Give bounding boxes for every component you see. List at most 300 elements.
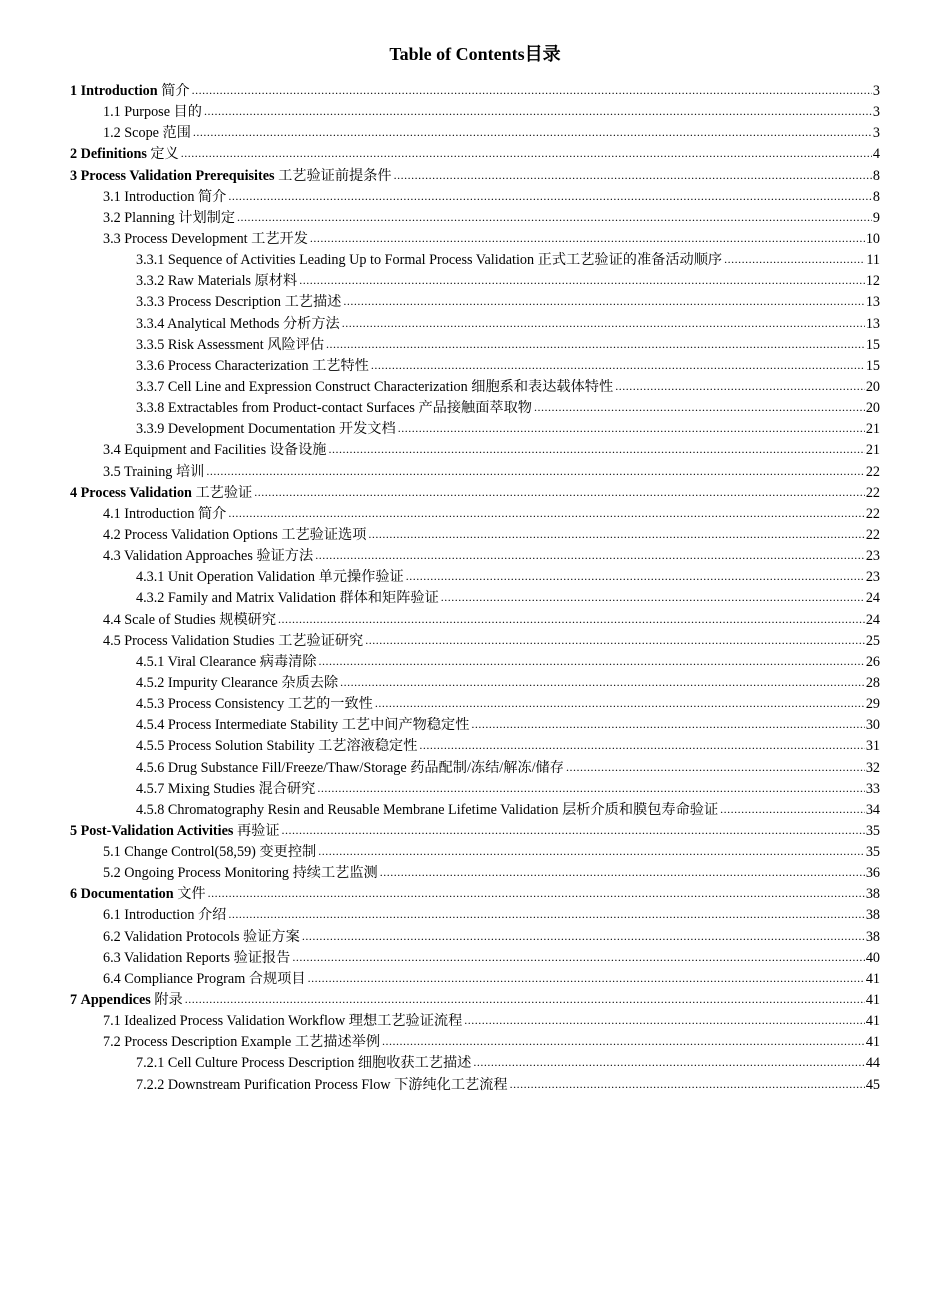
dot-leader [406,566,865,587]
toc-entry-label [103,208,235,229]
toc-entry[interactable] [70,927,880,948]
page-number: 41 [865,992,880,1009]
page-number: 40 [865,949,880,966]
toc-entry[interactable] [70,546,880,567]
dot-leader [278,609,865,630]
section-title-en: Validation Approaches [124,548,253,565]
dot-leader [308,968,865,989]
section-number: 6.4 [103,970,121,987]
toc-entry[interactable] [70,166,880,187]
section-title-zh: 设备设施 [269,442,327,459]
toc-entry[interactable] [70,102,880,123]
page-number: 15 [865,357,880,374]
page-number: 10 [865,230,880,247]
toc-entry-label [136,250,722,271]
section-number: 3.1 [103,188,121,205]
toc-entry-label [136,736,417,757]
page-number: 38 [865,886,880,903]
toc-entry-label [103,440,326,461]
section-number: 1 [70,83,78,99]
section-number: 4.5.3 [136,696,165,713]
toc-entry-label [136,1053,471,1074]
dot-leader [310,228,865,249]
toc-entry[interactable] [70,631,880,652]
section-title-zh: 风险评估 [267,336,325,353]
toc-entry[interactable] [70,990,880,1011]
section-title-zh: 单元操作验证 [318,569,404,586]
section-number: 7.2.2 [136,1076,165,1093]
page-number: 23 [865,548,880,565]
toc-entry-label [103,969,306,990]
section-title-zh: 病毒清除 [259,653,317,670]
section-title-en: Documentation [80,886,174,903]
dot-leader [302,926,865,947]
toc-entry-label [136,419,396,440]
dot-leader [368,524,864,545]
dot-leader [237,207,872,228]
dot-leader [464,1010,865,1031]
toc-entry-label [103,187,226,208]
dot-leader [510,1074,865,1095]
dot-leader [228,904,864,925]
toc-entry[interactable] [70,483,880,504]
section-number: 3.3.6 [136,357,165,374]
section-number: 3 [70,167,78,184]
section-title-zh: 工艺中间产物稳定性 [341,717,470,734]
page-title: Table of Contents目录 [389,44,561,64]
dot-leader [315,545,865,566]
toc-entry-label [136,779,315,800]
dot-leader [228,186,872,207]
section-number: 4.4 [103,611,121,628]
toc-entry-label [103,842,316,863]
section-title-zh: 简介 [197,188,227,205]
section-number: 4.5.1 [136,653,165,670]
section-number: 5.1 [103,844,121,861]
toc-entry[interactable] [70,144,880,165]
dot-leader [192,80,872,101]
section-number: 4.3.2 [136,590,165,607]
dot-leader [398,418,865,439]
toc-entry[interactable] [70,398,880,419]
toc-entry-label [70,81,190,102]
toc-entry-label [136,271,297,292]
section-title-en: Scope [124,125,159,142]
page-number: 22 [865,526,880,543]
section-title-zh: 工艺的一致性 [287,696,373,713]
section-title-en: Planning [124,209,175,226]
section-title-zh: 细胞收获工艺描述 [357,1055,472,1072]
toc-entry-label [136,567,404,588]
section-title-en: Introduction [124,907,195,924]
section-title-en: Extractables from Product-contact Surfaces [167,400,415,417]
toc-entry[interactable] [70,504,880,525]
section-title-zh: 变更控制 [259,844,317,861]
section-title-zh: 再验证 [236,822,280,839]
section-title-en: Cell Line and Expression Construct Characterization [167,378,468,395]
section-title-zh: 群体和矩阵验证 [339,590,439,607]
section-number: 3.3 [103,230,121,247]
section-title-zh: 分析方法 [282,315,340,332]
toc-entry[interactable] [70,736,880,757]
toc-entry[interactable] [70,208,880,229]
toc-entry[interactable] [70,715,880,736]
toc-entry-label [136,314,340,335]
toc-entry[interactable] [70,610,880,631]
section-number: 5 [70,822,78,839]
toc-list [70,81,880,1096]
toc-entry[interactable] [70,905,880,926]
toc-entry[interactable] [70,1032,880,1053]
section-title-zh: 细胞系和表达载体特性 [471,378,614,395]
section-title-en: Process Validation Prerequisites [80,167,275,184]
section-title-zh: 混合研究 [258,780,316,797]
toc-entry[interactable] [70,567,880,588]
toc-entry[interactable] [70,250,880,271]
toc-entry-label [103,546,313,567]
section-title-zh: 药品配制/冻结/解冻/储存 [410,759,564,776]
section-title-zh: 下游纯化工艺流程 [394,1076,508,1093]
section-title-zh: 理想工艺验证流程 [348,1013,463,1030]
dot-leader [299,270,865,291]
section-number: 3.4 [103,442,121,459]
page-number: 38 [865,928,880,945]
section-number: 3.3.3 [136,294,165,311]
section-title-en: Development Documentation [167,421,336,438]
page-number: 34 [865,801,880,818]
dot-leader [282,820,865,841]
toc-entry[interactable] [70,758,880,779]
section-title-en: Sequence of Activities Leading Up to Formal Process Validation [167,252,535,269]
dot-leader [328,439,864,460]
toc-entry[interactable] [70,271,880,292]
section-title-zh: 附录 [154,992,183,1009]
section-number: 3.3.9 [136,421,165,438]
section-title-en: Process Validation Options [124,526,278,543]
section-title-en: Validation Reports [124,949,231,966]
section-title-en: Drug Substance Fill/Freeze/Thaw/Storage [167,759,407,776]
section-title-en: Scale of Studies [124,611,216,628]
toc-entry[interactable] [70,292,880,313]
section-title-en: Process Validation [80,484,192,501]
section-number: 6.3 [103,949,121,966]
section-title-en: Equipment and Facilities [124,442,267,459]
section-title-zh: 验证方案 [243,928,300,945]
section-title-zh: 工艺验证选项 [281,526,367,543]
toc-entry-label [103,1032,380,1053]
dot-leader [208,883,865,904]
dot-leader [318,841,865,862]
page-number: 8 [872,188,880,205]
section-number: 3.2 [103,209,121,226]
section-number: 4.3.1 [136,569,165,586]
page-number: 32 [865,759,880,776]
toc-entry[interactable] [70,1053,880,1074]
toc-entry[interactable] [70,863,880,884]
toc-entry[interactable] [70,123,880,144]
section-number: 4.3 [103,548,121,565]
page-number: 13 [865,315,880,332]
section-title-zh: 工艺溶液稳定性 [318,738,418,755]
section-number: 4.5.4 [136,717,165,734]
page-number: 3 [872,104,880,121]
dot-leader [206,461,864,482]
page-number: 12 [865,273,880,290]
section-number: 7.2 [103,1034,121,1051]
section-title-en: Downstream Purification Process Flow [167,1076,391,1093]
section-title-en: Process Consistency [167,696,285,713]
toc-entry-label [136,652,317,673]
toc-entry-label [136,715,469,736]
toc-entry[interactable] [70,1011,880,1032]
section-title-zh: 范围 [162,125,191,142]
toc-entry[interactable] [70,440,880,461]
page-number: 36 [865,865,880,882]
section-number: 1.2 [103,125,121,142]
dot-leader [254,482,865,503]
page-number: 35 [865,844,880,861]
dot-leader [204,101,872,122]
toc-entry[interactable] [70,779,880,800]
section-title-en: Definitions [80,146,147,163]
dot-leader [340,672,865,693]
section-title-en: Analytical Methods [167,315,280,332]
toc-entry-label [103,948,290,969]
section-title-zh: 工艺验证前提条件 [278,167,392,184]
section-title-en: Viral Clearance [167,653,257,670]
section-number: 6 [70,886,78,903]
toc-entry[interactable] [70,969,880,990]
section-title-zh: 工艺特性 [312,357,369,374]
section-number: 4.5 [103,632,121,649]
section-title-zh: 规模研究 [219,611,277,628]
toc-entry[interactable] [70,335,880,356]
section-title-en: Mixing Studies [167,780,256,797]
page-number: 20 [865,400,880,417]
toc-entry[interactable] [70,356,880,377]
dot-leader [382,1031,865,1052]
section-number: 3.3.4 [136,315,165,332]
section-number: 4.5.5 [136,738,165,755]
page-number: 23 [865,569,880,586]
dot-leader [394,165,872,186]
section-title-zh: 简介 [197,505,227,522]
section-title-en: Risk Assessment [167,336,264,353]
section-title-en: Process Description [167,294,282,311]
page-number: 22 [865,484,880,501]
toc-entry-label [136,1075,508,1096]
toc-entry-label [103,610,276,631]
section-title-en: Change Control(58,59) [124,844,256,861]
dot-leader [365,630,865,651]
section-title-en: Process Validation Studies [124,632,275,649]
section-title-en: Chromatography Resin and Reusable Membrane Lifetime Validation [167,801,559,818]
page-number: 20 [865,378,880,395]
toc-entry[interactable] [70,588,880,609]
section-number: 3.3.1 [136,252,165,269]
page-number: 38 [865,907,880,924]
toc-entry[interactable] [70,314,880,335]
section-title-zh: 原材料 [254,273,298,290]
section-title-en: Process Solution Stability [167,738,315,755]
page-number: 33 [865,780,880,797]
dot-leader [419,735,864,756]
toc-entry-label [136,377,613,398]
toc-entry-label [103,462,204,483]
toc-entry-label [70,483,252,504]
section-title-zh: 工艺验证研究 [278,632,364,649]
dot-leader [317,778,864,799]
page-number: 41 [865,1013,880,1030]
dot-leader [292,947,864,968]
section-title-zh: 工艺开发 [251,230,308,247]
page-number: 22 [865,463,880,480]
toc-entry-label [70,990,183,1011]
section-number: 1.1 [103,104,121,121]
dot-leader [380,862,865,883]
section-title-en: Training [124,463,173,480]
section-title-en: Appendices [80,992,151,1009]
toc-entry[interactable] [70,187,880,208]
section-number: 3.3.7 [136,378,165,395]
dot-leader [720,799,865,820]
page-number: 41 [865,970,880,987]
section-title-zh: 文件 [177,886,206,903]
page-number: 24 [865,611,880,628]
toc-entry[interactable] [70,673,880,694]
toc-entry[interactable] [70,800,880,821]
dot-leader [181,143,872,164]
section-title-en: Process Characterization [167,357,309,374]
page-number: 29 [865,696,880,713]
toc-entry[interactable] [70,694,880,715]
section-number: 6.2 [103,928,121,945]
section-number: 3.3.8 [136,400,165,417]
section-title-zh: 计划制定 [178,209,236,226]
toc-entry[interactable] [70,948,880,969]
toc-entry-label [103,863,378,884]
page-number: 13 [865,294,880,311]
toc-entry[interactable] [70,1075,880,1096]
toc-entry-label [136,292,341,313]
section-number: 4 [70,484,78,501]
section-title-zh: 验证方法 [256,548,314,565]
section-number: 7.1 [103,1013,121,1030]
toc-entry-label [103,123,191,144]
section-title-zh: 目的 [173,104,202,121]
page-number: 9 [872,209,880,226]
toc-entry-label [103,631,363,652]
toc-entry[interactable] [70,525,880,546]
section-title-en: Idealized Process Validation Workflow [124,1013,346,1030]
section-title-en: Raw Materials [167,273,252,290]
section-number: 2 [70,146,78,163]
section-title-zh: 简介 [161,83,190,99]
page-number: 11 [866,252,880,269]
toc-entry[interactable] [70,419,880,440]
toc-entry-label [136,673,338,694]
dot-leader [342,313,865,334]
section-title-en: Process Description Example [124,1034,292,1051]
dot-leader [441,587,865,608]
section-number: 3.5 [103,463,121,480]
dot-leader [371,355,865,376]
dot-leader [193,122,872,143]
dot-leader [185,989,865,1010]
toc-entry[interactable] [70,229,880,250]
section-title-en: Introduction [124,505,195,522]
section-title-en: Validation Protocols [124,928,240,945]
toc-entry-label [103,102,202,123]
section-title-zh: 杂质去除 [281,674,339,691]
page-number: 45 [865,1076,880,1093]
toc-entry[interactable] [70,821,880,842]
page-number: 26 [865,653,880,670]
toc-entry-label [136,398,532,419]
toc-entry[interactable] [70,842,880,863]
section-title-zh: 验证报告 [233,949,291,966]
section-title-en: Ongoing Process Monitoring [124,865,290,882]
page-number: 4 [872,146,880,163]
section-title-zh: 持续工艺监测 [292,865,378,882]
toc-entry-label [136,694,373,715]
section-title-zh: 层析介质和膜包寿命验证 [562,801,719,818]
dot-leader [343,291,864,312]
section-title-zh: 开发文档 [338,421,396,438]
toc-entry-label [103,905,226,926]
dot-leader [375,693,865,714]
toc-entry-label [136,758,564,779]
section-title-zh: 合规项目 [248,970,306,987]
section-title-zh: 培训 [175,463,205,480]
toc-entry[interactable] [70,81,880,102]
toc-entry-label [103,525,366,546]
section-title-zh: 产品接触面萃取物 [418,400,532,417]
section-title-en: Unit Operation Validation [167,569,316,586]
section-title-zh: 正式工艺验证的准备活动顺序 [537,252,723,269]
page-number: 21 [865,421,880,438]
section-title-en: Impurity Clearance [167,674,278,691]
toc-entry-label [103,504,226,525]
dot-leader [471,714,864,735]
section-title-zh: 定义 [150,146,179,163]
toc-entry[interactable] [70,462,880,483]
section-title-en: Purpose [124,104,170,121]
page-number: 3 [872,83,880,99]
toc-entry-label [136,335,324,356]
section-number: 7.2.1 [136,1055,165,1072]
section-number: 5.2 [103,865,121,882]
section-number: 4.5.8 [136,801,165,818]
page-number: 25 [865,632,880,649]
toc-entry[interactable] [70,377,880,398]
dot-leader [473,1052,864,1073]
toc-entry-label [136,356,369,377]
page-number: 24 [865,590,880,607]
toc-entry[interactable] [70,652,880,673]
page-number: 28 [865,674,880,691]
section-number: 7 [70,992,78,1009]
page-number: 22 [865,505,880,522]
toc-entry[interactable] [70,884,880,905]
section-title-en: Process Development [124,230,248,247]
dot-leader [724,249,865,270]
toc-entry-label [70,166,392,187]
section-title-zh: 工艺描述举例 [294,1034,381,1051]
page-number: 35 [865,822,880,839]
dot-leader [615,376,865,397]
dot-leader [566,757,865,778]
